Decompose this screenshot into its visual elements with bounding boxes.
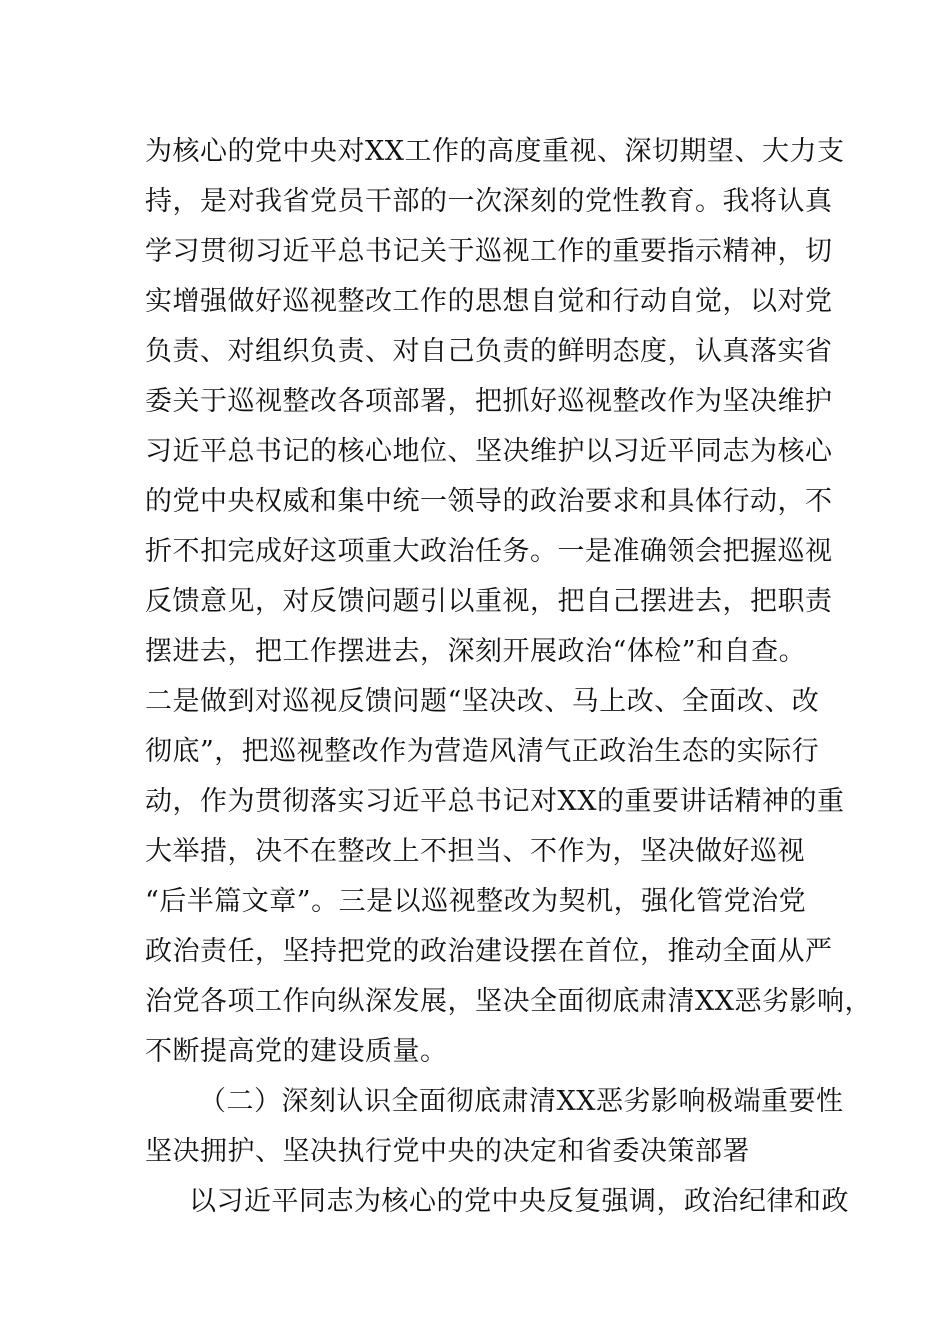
text-line: 二是做到对巡视反馈问题“坚决改、马上改、全面改、改 [145,686,820,717]
text-line: 习近平总书记的核心地位、坚决维护以习近平同志为核心 [145,436,833,467]
text-line: “后半篇文章”。三是以巡视整改为契机，强化管党治党 [145,886,807,917]
text-line: 政治责任，坚持把党的政治建设摆在首位，推动全面从严 [145,936,833,967]
body-text [145,127,872,1227]
text-line: 彻底”，把巡视整改作为营造风清气正政治生态的实际行 [145,736,820,767]
text-line: 为核心的党中央对XX工作的高度重视、深切期望、大力支 [145,136,845,167]
text-line: 的党中央权威和集中统一领导的政治要求和具体行动，不 [145,486,833,517]
section-heading-line: 坚决拥护、坚决执行党中央的决定和省委决策部署 [145,1136,750,1167]
text-line: 动，作为贯彻落实习近平总书记对XX的重要讲话精神的重 [145,786,845,817]
text-line: 大举措，决不在整改上不担当、不作为，坚决做好巡视 [145,836,805,867]
text-line: 以习近平同志为核心的党中央反复强调，政治纪律和政 [189,1186,849,1217]
text-line: 实增强做好巡视整改工作的思想自觉和行动自觉，以对党 [145,286,833,317]
text-line: 持，是对我省党员干部的一次深刻的党性教育。我将认真 [145,186,833,217]
text-line: 委关于巡视整改各项部署，把抓好巡视整改作为坚决维护 [145,386,833,417]
text-line: 不断提高党的建设质量。 [145,1036,448,1067]
text-line: 负责、对组织负责、对自己负责的鲜明态度，认真落实省 [145,336,833,367]
text-line: 治党各项工作向纵深发展，坚决全面彻底肃清XX恶劣影响， [145,986,872,1017]
section-heading-line: （二）深刻认识全面彻底肃清XX恶劣影响极端重要性 [199,1086,844,1117]
text-line: 学习贯彻习近平总书记关于巡视工作的重要指示精神，切 [145,236,833,267]
text-line: 反馈意见，对反馈问题引以重视，把自己摆进去，把职责 [145,586,833,617]
text-line: 折不扣完成好这项重大政治任务。一是准确领会把握巡视 [145,536,833,567]
text-line: 摆进去，把工作摆进去，深刻开展政治“体检”和自查。 [145,636,807,667]
